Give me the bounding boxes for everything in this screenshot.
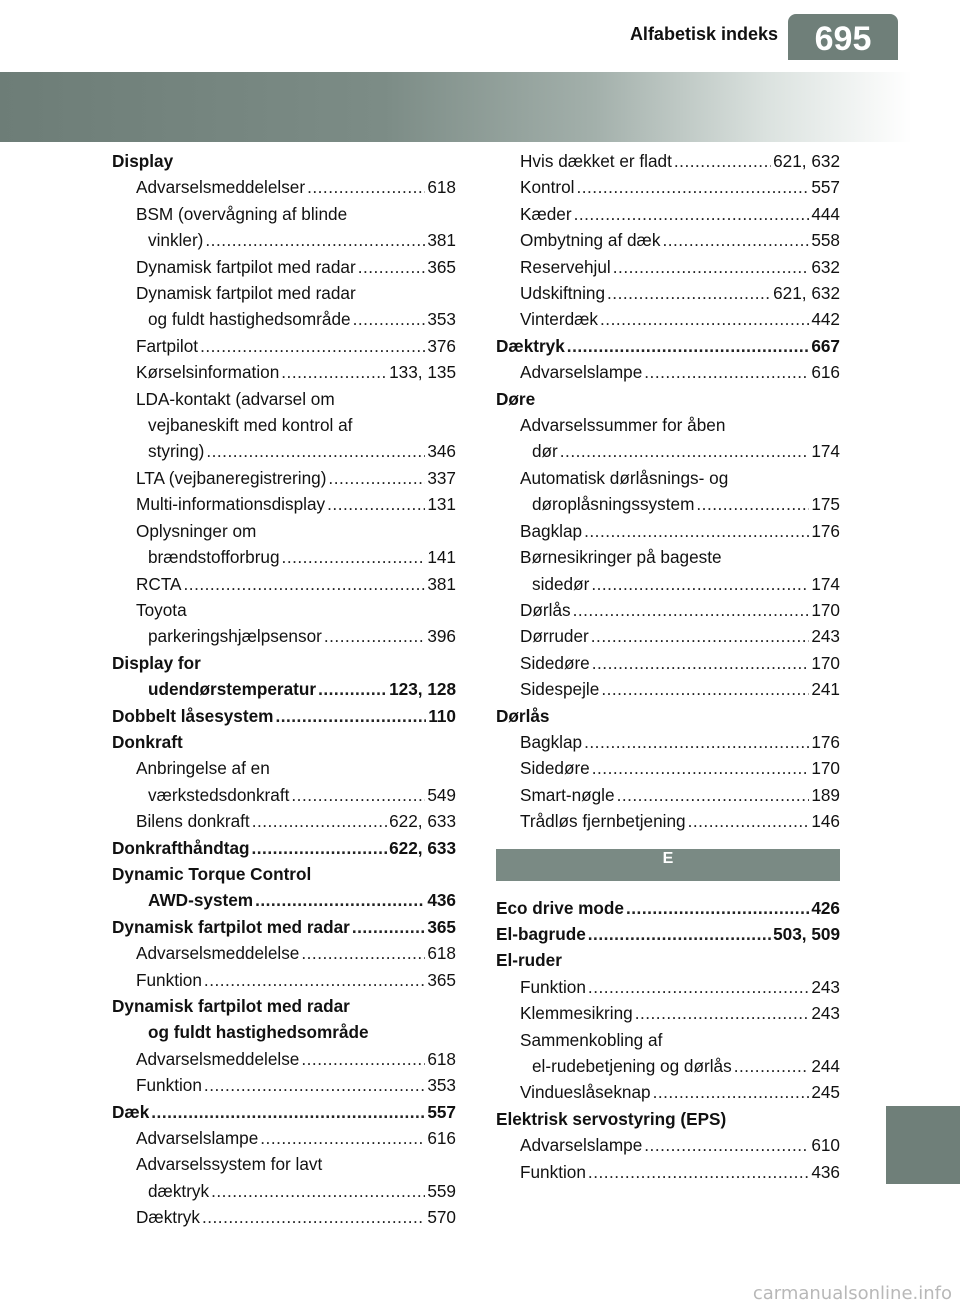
- index-entry: [112, 306, 456, 332]
- index-entry: [496, 755, 840, 781]
- index-term: dør: [532, 441, 558, 462]
- page-reference: 618: [427, 943, 456, 964]
- dot-leader: [211, 1178, 425, 1204]
- dot-leader: [607, 280, 771, 306]
- index-subheading: Automatisk dørlåsnings- og: [520, 467, 729, 488]
- page-reference: 436: [427, 890, 456, 911]
- dot-leader: [653, 1079, 810, 1105]
- page-reference: 381: [427, 230, 456, 251]
- index-entry: [112, 254, 456, 280]
- index-term: el-rudebetjening og dørlås: [532, 1056, 732, 1076]
- index-entry: [112, 571, 456, 597]
- index-subheading: Advarselssystem for lavt: [136, 1154, 323, 1175]
- page-reference: 241: [811, 679, 840, 700]
- index-entry: [496, 359, 840, 385]
- dot-leader: [601, 676, 809, 702]
- index-subheading: Anbringelse af en: [136, 758, 270, 779]
- watermark: carmanualsonline.info: [752, 1283, 952, 1304]
- index-entry: [496, 895, 840, 921]
- page-reference: 558: [811, 230, 840, 251]
- dot-leader: [613, 254, 810, 280]
- index-term: RCTA: [136, 573, 182, 594]
- page-reference: 616: [811, 362, 840, 383]
- index-subheading: vejbaneskift med kontrol af: [148, 415, 353, 436]
- index-term: Bagklap: [520, 520, 583, 541]
- header-banner: [0, 72, 960, 142]
- page-reference: 376: [427, 335, 456, 356]
- index-heading: Display for: [112, 652, 201, 673]
- index-heading: Elektrisk servostyring (EPS): [496, 1108, 727, 1129]
- dot-leader: [584, 518, 809, 544]
- dot-leader: [202, 1204, 425, 1230]
- index-term: Funktion: [136, 1075, 202, 1096]
- index-entry: [496, 1159, 840, 1185]
- index-subheading: Oplysninger om: [136, 520, 257, 541]
- section-header: E: [496, 849, 840, 881]
- dot-leader: [574, 201, 810, 227]
- index-term: styring): [148, 441, 205, 462]
- index-entry: [496, 333, 840, 359]
- dot-leader: [662, 227, 809, 253]
- index-heading: Donkraft: [112, 731, 183, 752]
- index-term: Dynamisk fartpilot med radar: [112, 916, 350, 937]
- index-entry: [112, 676, 456, 702]
- page-header: [0, 0, 960, 60]
- page-reference: 444: [811, 203, 840, 224]
- page-reference: 176: [811, 520, 840, 541]
- dot-leader: [626, 895, 809, 921]
- page-reference: 174: [811, 573, 840, 594]
- dot-leader: [324, 623, 425, 649]
- index-term: Dobbelt låsesystem: [112, 705, 274, 726]
- index-term: Reservehjul: [520, 256, 611, 277]
- index-entry: [496, 921, 840, 947]
- chapter-thumb-tab: [886, 1106, 960, 1184]
- dot-leader: [588, 921, 771, 947]
- index-entry: [496, 974, 840, 1000]
- index-entry: [112, 465, 456, 491]
- index-subheading: Sammenkobling af: [520, 1029, 663, 1050]
- index-entry: [112, 835, 456, 861]
- index-entry: [496, 1079, 840, 1105]
- dot-leader: [282, 544, 426, 570]
- index-term: Eco drive mode: [496, 897, 624, 918]
- index-term: Sidedøre: [520, 652, 590, 673]
- index-heading: Dørlås: [496, 705, 550, 726]
- page-reference: 353: [427, 309, 456, 330]
- index-term: Dæktryk: [496, 335, 565, 356]
- dot-leader: [291, 782, 425, 808]
- index-entry: [112, 967, 456, 993]
- index-entry: [112, 359, 456, 385]
- page-reference: 353: [427, 1075, 456, 1096]
- index-term: AWD-system: [148, 890, 254, 911]
- page-reference: 365: [427, 256, 456, 277]
- dot-leader: [688, 808, 810, 834]
- index-term: Klemmesikring: [520, 1003, 633, 1024]
- index-term: udendørstemperatur: [148, 679, 317, 700]
- page-reference: 618: [427, 177, 456, 198]
- dot-leader: [255, 887, 425, 913]
- index-entry: [496, 306, 840, 332]
- index-entry: [496, 280, 840, 306]
- index-entry: [112, 782, 456, 808]
- page-reference: 557: [811, 177, 840, 198]
- header-title: Alfabetisk indeks: [629, 24, 778, 44]
- page-reference: 365: [427, 916, 456, 937]
- dot-leader: [204, 967, 425, 993]
- dot-leader: [204, 1072, 425, 1098]
- index-term: Hvis dækket er fladt: [520, 151, 672, 171]
- page-number: 695: [814, 20, 872, 58]
- index-entry: [112, 333, 456, 359]
- page-reference: 396: [427, 626, 456, 647]
- index-term: Sidedøre: [520, 758, 590, 779]
- index-term: Advarselslampe: [136, 1128, 259, 1149]
- dot-leader: [573, 597, 810, 623]
- page-reference: 549: [427, 784, 456, 805]
- index-entry: [112, 1099, 456, 1125]
- dot-leader: [584, 729, 809, 755]
- index-entry: [112, 544, 456, 570]
- index-entry: [496, 518, 840, 544]
- index-term: døroplåsningssystem: [532, 494, 695, 515]
- index-term: Kæder: [520, 203, 572, 224]
- index-term: Funktion: [136, 969, 202, 990]
- index-heading: Døre: [496, 388, 536, 409]
- dot-leader: [644, 359, 809, 385]
- index-entry: [112, 1204, 456, 1230]
- index-term: Trådløs fjernbetjening: [520, 811, 686, 832]
- index-term: Funktion: [520, 1161, 586, 1182]
- page-reference: 141: [427, 547, 456, 568]
- index-term: Dynamisk fartpilot med radar: [136, 256, 356, 277]
- dot-leader: [200, 333, 425, 359]
- page-reference: 442: [811, 309, 840, 330]
- dot-leader: [205, 227, 425, 253]
- index-heading: El-ruder: [496, 950, 562, 971]
- dot-leader: [592, 755, 810, 781]
- index-term: Multi-informationsdisplay: [136, 494, 326, 515]
- index-term: Bagklap: [520, 731, 583, 752]
- page-reference: 133, 135: [389, 362, 456, 383]
- index-entry: [496, 491, 840, 517]
- index-entry: [496, 623, 840, 649]
- index-term: Kørselsinformation: [136, 362, 280, 383]
- index-term: Kontrol: [520, 177, 575, 198]
- index-term: Dørlås: [520, 599, 571, 620]
- dot-leader: [352, 914, 425, 940]
- index-entry: [496, 1053, 840, 1079]
- page-reference: 244: [811, 1056, 840, 1076]
- index-term: Sidespejle: [520, 679, 600, 700]
- page-reference: 170: [811, 758, 840, 779]
- index-term: og fuldt hastighedsområde: [148, 309, 351, 330]
- index-entry: [496, 254, 840, 280]
- index-term: værkstedsdonkraft: [148, 784, 290, 805]
- index-term: El-bagrude: [496, 923, 586, 944]
- page-reference: 170: [811, 652, 840, 673]
- dot-leader: [281, 359, 387, 385]
- index-entry: [496, 148, 840, 174]
- index-term: parkeringshjælpsensor: [148, 626, 322, 647]
- page-reference: 243: [811, 1003, 840, 1024]
- index-entry: [496, 729, 840, 755]
- index-column-left: [112, 148, 456, 1231]
- index-entry: [496, 571, 840, 597]
- index-term: Advarselslampe: [520, 1135, 643, 1156]
- page-reference: 436: [811, 1161, 840, 1182]
- page-reference: 346: [427, 441, 456, 462]
- index-term: sidedør: [532, 573, 590, 594]
- index-entry: [112, 1072, 456, 1098]
- index-entry: [496, 782, 840, 808]
- index-entry: [112, 940, 456, 966]
- index-subheading: Advarselssummer for åben: [520, 415, 726, 436]
- page-reference: 123, 128: [389, 679, 456, 700]
- index-heading: Display: [112, 151, 174, 171]
- dot-leader: [151, 1099, 425, 1125]
- dot-leader: [560, 438, 810, 464]
- index-term: brændstofforbrug: [148, 547, 280, 568]
- page-reference: 110: [428, 705, 456, 726]
- index-entry: [496, 808, 840, 834]
- dot-leader: [588, 974, 809, 1000]
- page-reference: 426: [811, 897, 840, 918]
- index-entry: [496, 227, 840, 253]
- page-reference: 170: [811, 599, 840, 620]
- index-entry: [496, 650, 840, 676]
- index-term: LTA (vejbaneregistrering): [136, 467, 327, 488]
- index-term: Bilens donkraft: [136, 811, 250, 832]
- page-reference: 667: [811, 335, 840, 356]
- dot-leader: [617, 782, 810, 808]
- dot-leader: [635, 1000, 810, 1026]
- index-heading: Dynamisk fartpilot med radar: [112, 996, 350, 1016]
- dot-leader: [353, 306, 426, 332]
- dot-leader: [588, 1159, 809, 1185]
- page-reference: 616: [427, 1128, 456, 1149]
- index-term: Smart-nøgle: [520, 784, 615, 805]
- dot-leader: [674, 148, 771, 174]
- page-reference: 503, 509: [773, 923, 840, 944]
- dot-leader: [252, 835, 388, 861]
- index-subheading: og fuldt hastighedsområde: [148, 1022, 369, 1043]
- index-term: Dæk: [112, 1101, 150, 1122]
- index-term: Advarselsmeddelelse: [136, 1048, 300, 1069]
- page-reference: 557: [427, 1101, 456, 1122]
- index-entry: [496, 676, 840, 702]
- index-entry: [112, 1178, 456, 1204]
- index-entry: [496, 174, 840, 200]
- dot-leader: [696, 491, 809, 517]
- index-entry: [112, 174, 456, 200]
- index-entry: [112, 438, 456, 464]
- dot-leader: [260, 1125, 425, 1151]
- page-reference: 174: [811, 441, 840, 462]
- page-reference: 559: [427, 1180, 456, 1201]
- index-term: Vindueslåseknap: [520, 1082, 651, 1103]
- index-subheading: BSM (overvågning af blinde: [136, 203, 348, 224]
- dot-leader: [734, 1053, 810, 1079]
- dot-leader: [644, 1132, 809, 1158]
- dot-leader: [358, 254, 426, 280]
- index-entry: [112, 227, 456, 253]
- index-term: Dæktryk: [136, 1207, 200, 1228]
- index-entry: [112, 808, 456, 834]
- dot-leader: [591, 623, 810, 649]
- index-term: Vinterdæk: [520, 309, 599, 330]
- page-reference: 175: [811, 494, 840, 515]
- index-entry: [112, 703, 456, 729]
- dot-leader: [275, 703, 426, 729]
- page-reference: 131: [427, 494, 456, 515]
- index-term: dæktryk: [148, 1180, 210, 1201]
- dot-leader: [328, 465, 425, 491]
- dot-leader: [318, 676, 387, 702]
- page-number-tab: [788, 14, 898, 60]
- dot-leader: [301, 940, 425, 966]
- dot-leader: [592, 650, 810, 676]
- index-term: Advarselslampe: [520, 362, 643, 383]
- index-term: Fartpilot: [136, 335, 199, 356]
- index-term: Advarselsmeddelelse: [136, 943, 300, 964]
- dot-leader: [184, 571, 426, 597]
- index-entry: [112, 887, 456, 913]
- page-reference: 621, 632: [773, 151, 840, 171]
- dot-leader: [576, 174, 809, 200]
- dot-leader: [600, 306, 809, 332]
- index-entry: [496, 438, 840, 464]
- page-reference: 337: [427, 467, 456, 488]
- dot-leader: [591, 571, 809, 597]
- index-term: Advarselsmeddelelser: [136, 177, 306, 198]
- index-entry: [112, 914, 456, 940]
- page-reference: 243: [811, 626, 840, 647]
- index-subheading: LDA-kontakt (advarsel om: [136, 388, 335, 409]
- page-reference: 189: [811, 784, 840, 805]
- page-reference: 381: [427, 573, 456, 594]
- dot-leader: [567, 333, 810, 359]
- index-column-right: [496, 148, 840, 1185]
- page-reference: 176: [811, 731, 840, 752]
- page-reference: 610: [811, 1135, 840, 1156]
- index-entry: [496, 201, 840, 227]
- page-reference: 243: [811, 976, 840, 997]
- page-reference: 146: [811, 811, 840, 832]
- index-entry: [112, 491, 456, 517]
- page-reference: 632: [811, 256, 840, 277]
- page-reference: 245: [811, 1082, 840, 1103]
- page-reference: 570: [427, 1207, 456, 1228]
- page-reference: 618: [427, 1048, 456, 1069]
- index-term: Funktion: [520, 976, 586, 997]
- index-entry: [496, 597, 840, 623]
- index-entry: [112, 623, 456, 649]
- index-term: Ombytning af dæk: [520, 230, 661, 251]
- dot-leader: [301, 1046, 425, 1072]
- page-reference: 622, 633: [389, 811, 456, 832]
- page-reference: 365: [427, 969, 456, 990]
- index-subheading: Børnesikringer på bageste: [520, 547, 722, 568]
- index-entry: [112, 1046, 456, 1072]
- index-term: Udskiftning: [520, 283, 606, 304]
- index-term: vinkler): [148, 230, 204, 251]
- index-subheading: Dynamisk fartpilot med radar: [136, 283, 356, 304]
- dot-leader: [252, 808, 387, 834]
- index-entry: [496, 1132, 840, 1158]
- index-subheading: Toyota: [136, 599, 187, 620]
- dot-leader: [206, 438, 425, 464]
- dot-leader: [307, 174, 425, 200]
- page-reference: 621, 632: [773, 283, 840, 304]
- dot-leader: [327, 491, 425, 517]
- index-entry: [112, 1125, 456, 1151]
- index-entry: [496, 1000, 840, 1026]
- page-reference: 622, 633: [389, 837, 456, 858]
- index-term: Donkrafthåndtag: [112, 837, 250, 858]
- index-term: Dørruder: [520, 626, 589, 647]
- index-heading: Dynamic Torque Control: [112, 863, 312, 884]
